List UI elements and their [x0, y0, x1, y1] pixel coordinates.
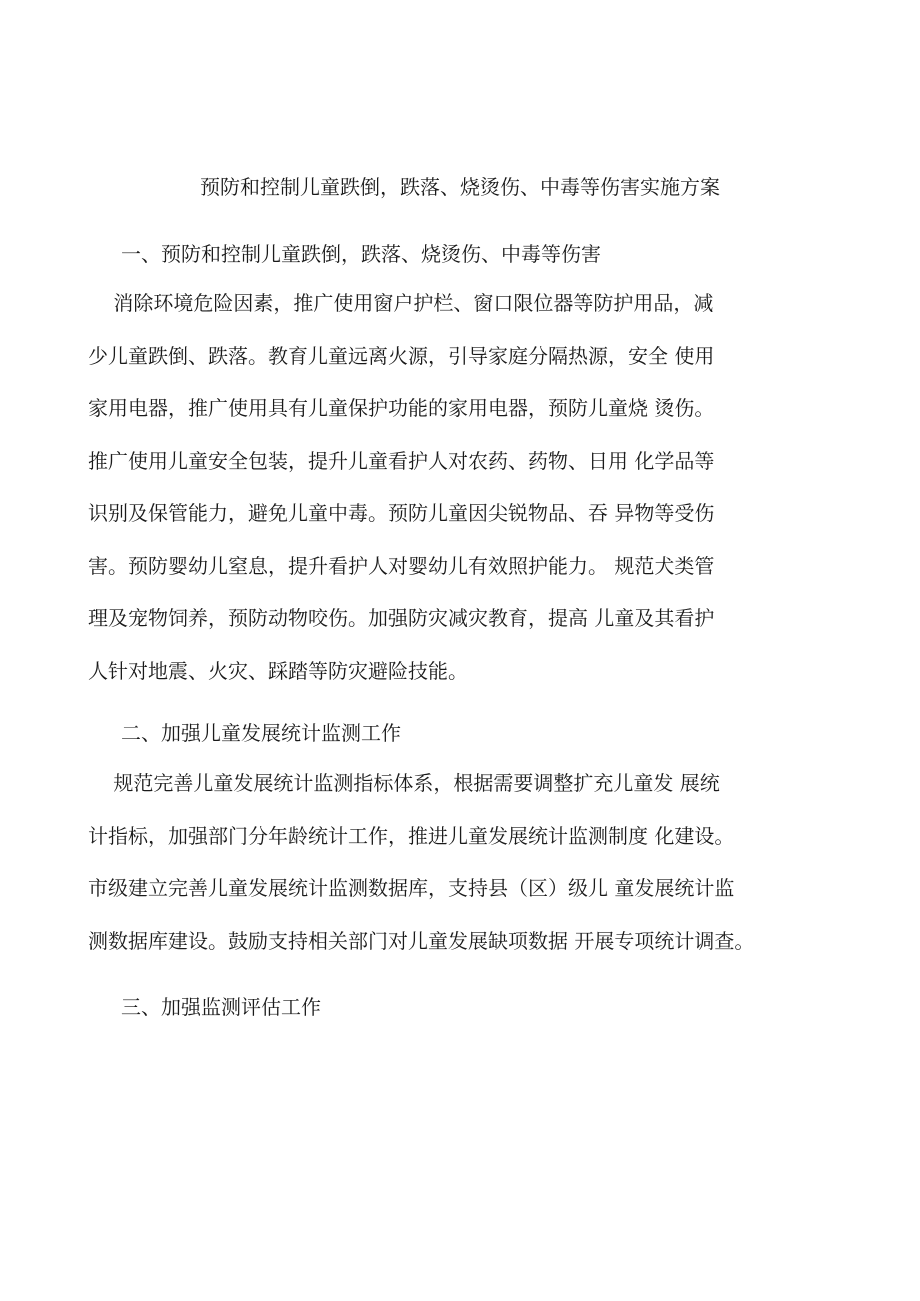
section-2-heading: 二、加强儿童发展统计监测工作 — [121, 721, 401, 745]
paragraph-line: 市级建立完善儿童发展统计监测数据库，支持县（区）级儿 童发展统计监 — [88, 876, 735, 900]
paragraph-line: 消除环境危险因素，推广使用窗户护栏、窗口限位器等防护用品，减 — [88, 291, 714, 315]
paragraph-line: 测数据库建设。鼓励支持相关部门对儿童发展缺项数据 开展专项统计调查。 — [88, 928, 755, 953]
paragraph-line: 理及宠物饲养，预防动物咬伤。加强防灾减灾教育，提高 儿童及其看护 — [88, 606, 715, 630]
paragraph-line: 人针对地震、火灾、踩踏等防灾避险技能。 — [88, 658, 468, 683]
paragraph-line: 家用电器，推广使用具有儿童保护功能的家用电器，预防儿童烧 烫伤。 — [88, 396, 715, 420]
section-2-paragraph — [88, 767, 848, 977]
section-3-heading: 三、加强监测评估工作 — [121, 995, 321, 1019]
paragraph-line: 计指标，加强部门分年龄统计工作，推进儿童发展统计监测制度 化建设。 — [88, 823, 735, 848]
document-title: 预防和控制儿童跌倒，跌落、烧烫伤、中毒等伤害实施方案 — [200, 175, 720, 199]
paragraph-line: 推广使用儿童安全包装，提升儿童看护人对农药、药物、日用 化学品等 — [88, 448, 715, 473]
paragraph-line: 害。预防婴幼儿窒息，提升看护人对婴幼儿有效照护能力。 规范犬类管 — [88, 553, 715, 578]
paragraph-line: 识别及保管能力，避免儿童中毒。预防儿童因尖锐物品、吞 异物等受伤 — [88, 501, 715, 525]
section-1-heading: 一、预防和控制儿童跌倒，跌落、烧烫伤、中毒等伤害 — [121, 242, 601, 266]
paragraph-line: 少儿童跌倒、跌落。教育儿童远离火源，引导家庭分隔热源，安全 使用 — [88, 343, 715, 368]
paragraph-line: 规范完善儿童发展统计监测指标体系，根据需要调整扩充儿童发 展统 — [88, 771, 720, 795]
section-1-paragraph — [88, 287, 848, 707]
